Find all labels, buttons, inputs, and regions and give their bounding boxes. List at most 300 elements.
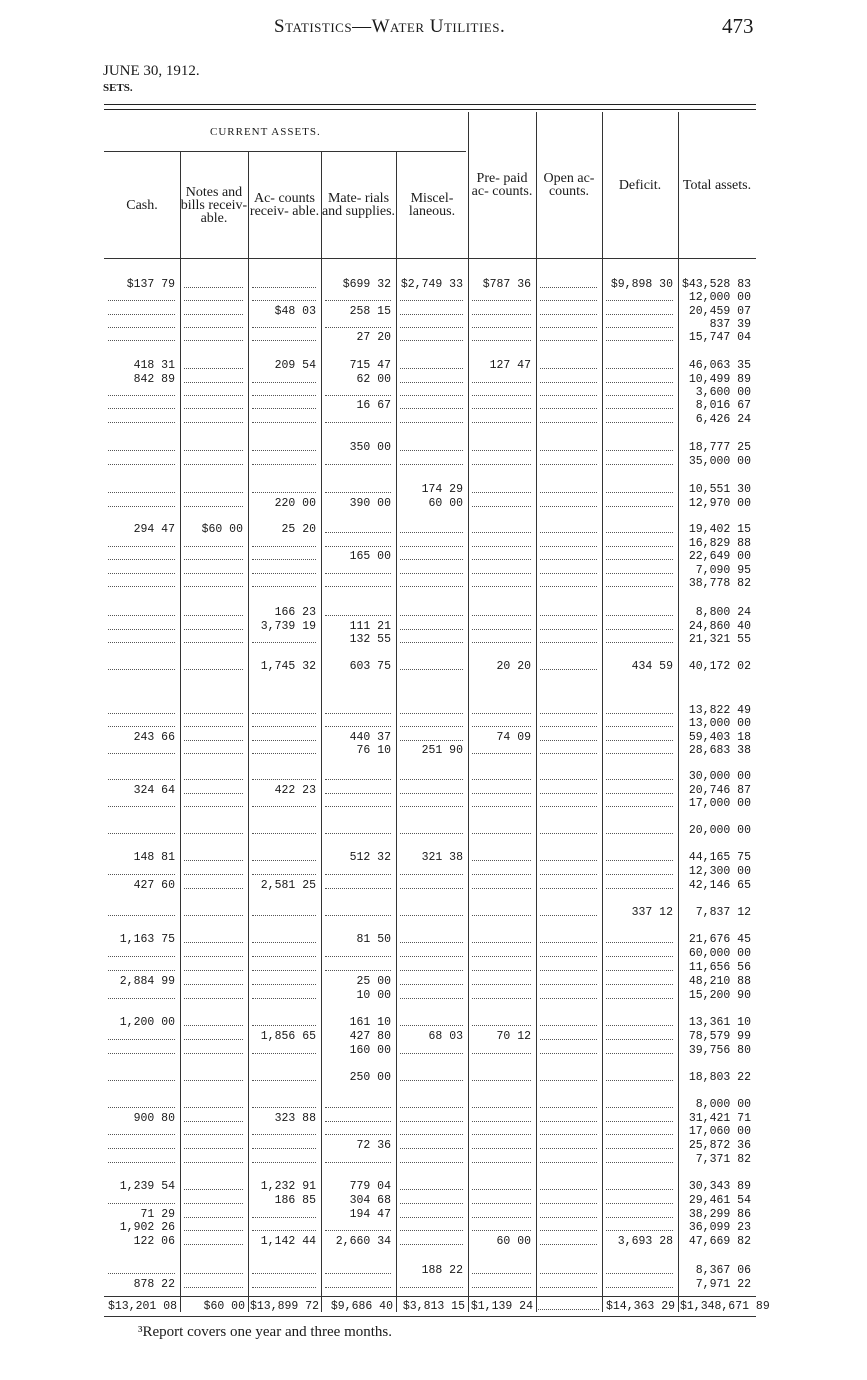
table-cell-prepaid-accounts (472, 704, 531, 714)
column-divider (678, 112, 679, 1312)
table-cell-miscellaneous (400, 577, 463, 587)
table-cell-total-assets: 60,000 00 (688, 947, 751, 960)
table-cell-notes-receivable (184, 947, 243, 957)
table-cell-deficit (606, 879, 673, 889)
table-cell-notes-receivable (184, 441, 243, 451)
table-cell-materials-supplies (325, 564, 391, 574)
table-cell-cash (108, 1071, 175, 1081)
table-cell-materials-supplies (325, 704, 391, 714)
table-cell-accounts-receivable (252, 797, 316, 807)
table-cell-total-assets: 837 39 (709, 318, 751, 331)
table-cell-cash (108, 331, 175, 341)
table-cell-prepaid-accounts: 127 47 (489, 359, 531, 372)
table-cell-cash (108, 483, 175, 493)
table-cell-notes-receivable (184, 906, 243, 916)
table-cell-deficit (606, 961, 673, 971)
table-cell-materials-supplies (325, 523, 391, 533)
table-cell-accounts-receivable: 422 23 (274, 784, 316, 797)
table-cell-notes-receivable (184, 989, 243, 999)
table-cell-notes-receivable (184, 879, 243, 889)
table-cell-notes-receivable (184, 550, 243, 560)
table-cell-cash (108, 947, 175, 957)
table-cell-deficit: $9,898 30 (610, 278, 673, 291)
table-cell-accounts-receivable: 209 54 (274, 359, 316, 372)
table-cell-miscellaneous: 68 03 (428, 1030, 463, 1043)
table-cell-accounts-receivable (252, 770, 316, 780)
table-cell-cash (108, 606, 175, 616)
table-cell-accounts-receivable: 2,581 25 (260, 879, 316, 892)
table-cell-notes-receivable (184, 1071, 243, 1081)
table-cell-materials-supplies (325, 1153, 391, 1163)
table-cell-prepaid-accounts (472, 770, 531, 780)
table-cell-miscellaneous (400, 879, 463, 889)
table-cell-open-accounts (540, 1208, 597, 1218)
table-cell-total-assets: 17,000 00 (688, 797, 751, 810)
table-cell-accounts-receivable (252, 947, 316, 957)
column-divider (602, 112, 603, 1312)
table-cell-cash: 71 29 (140, 1208, 175, 1221)
table-cell-accounts-receivable (252, 441, 316, 451)
table-cell-open-accounts (540, 975, 597, 985)
column-header-deficit: Deficit. (618, 177, 662, 193)
table-cell-total-assets: 28,683 38 (688, 744, 751, 757)
table-cell-open-accounts (540, 359, 597, 369)
table-cell-miscellaneous (400, 455, 463, 465)
table-cell-notes-receivable (184, 784, 243, 794)
table-cell-miscellaneous (400, 1180, 463, 1190)
table-cell-prepaid-accounts (472, 1125, 531, 1135)
table-cell-accounts-receivable: 220 00 (274, 497, 316, 510)
table-cell-total-assets: 13,000 00 (688, 717, 751, 730)
table-cell-deficit (606, 865, 673, 875)
table-cell-accounts-receivable (252, 399, 316, 409)
table-cell-accounts-receivable: 1,745 32 (260, 660, 316, 673)
table-cell-accounts-receivable (252, 824, 316, 834)
table-cell-deficit: 337 12 (631, 906, 673, 919)
table-cell-notes-receivable (184, 1139, 243, 1149)
table-cell-materials-supplies: $699 32 (342, 278, 391, 291)
table-cell-cash: 1,163 75 (119, 933, 175, 946)
table-cell-notes-receivable (184, 1180, 243, 1190)
table-cell-cash: 842 89 (133, 373, 175, 386)
table-cell-miscellaneous (400, 1125, 463, 1135)
table-cell-open-accounts (540, 1016, 597, 1026)
column-header-cash: Cash. (126, 197, 158, 213)
table-cell-open-accounts (540, 386, 597, 396)
table-cell-prepaid-accounts (472, 784, 531, 794)
table-cell-deficit (606, 577, 673, 587)
table-cell-notes-receivable (184, 744, 243, 754)
table-cell-miscellaneous: 321 38 (421, 851, 463, 864)
table-cell-notes-receivable (184, 497, 243, 507)
table-cell-accounts-receivable (252, 906, 316, 916)
table-cell-miscellaneous: 188 22 (421, 1264, 463, 1277)
table-cell-cash (108, 704, 175, 714)
table-cell-open-accounts (540, 1098, 597, 1108)
table-cell-accounts-receivable (252, 413, 316, 423)
table-cell-open-accounts (540, 797, 597, 807)
table-cell-materials-supplies (325, 947, 391, 957)
table-cell-deficit (606, 1098, 673, 1108)
table-cell-cash (108, 441, 175, 451)
table-cell-cash (108, 961, 175, 971)
table-cell-notes-receivable (184, 305, 243, 315)
table-cell-materials-supplies (325, 318, 391, 328)
table-cell-total-assets: 8,000 00 (695, 1098, 751, 1111)
table-cell-deficit (606, 1208, 673, 1218)
table-cell-open-accounts (540, 731, 597, 741)
table-cell-open-accounts (540, 633, 597, 643)
table-cell-deficit (606, 1125, 673, 1135)
table-cell-cash (108, 989, 175, 999)
table-cell-deficit (606, 441, 673, 451)
table-cell-open-accounts (540, 441, 597, 451)
table-cell-miscellaneous (400, 1208, 463, 1218)
table-cell-materials-supplies: 160 00 (349, 1044, 391, 1057)
table-cell-prepaid-accounts: 20 20 (496, 660, 531, 673)
table-cell-notes-receivable (184, 564, 243, 574)
table-cell-prepaid-accounts (472, 1071, 531, 1081)
footnote: ³Report covers one year and three months. (138, 1324, 392, 1340)
table-cell-prepaid-accounts (472, 413, 531, 423)
table-cell-total-assets: 10,499 89 (688, 373, 751, 386)
table-cell-deficit (606, 989, 673, 999)
table-cell-accounts-receivable (252, 331, 316, 341)
totals-cell-prepaid-accounts: $1,139 24 (470, 1300, 533, 1313)
header-rule (104, 258, 756, 259)
table-cell-total-assets: 17,060 00 (688, 1125, 751, 1138)
column-divider (536, 112, 537, 1312)
table-cell-total-assets: 48,210 88 (688, 975, 751, 988)
table-cell-materials-supplies: 81 50 (356, 933, 391, 946)
table-cell-open-accounts (540, 989, 597, 999)
table-cell-notes-receivable (184, 1194, 243, 1204)
table-cell-deficit (606, 1112, 673, 1122)
table-cell-prepaid-accounts (472, 455, 531, 465)
table-cell-materials-supplies: 304 68 (349, 1194, 391, 1207)
table-cell-accounts-receivable (252, 1139, 316, 1149)
table-cell-cash (108, 291, 175, 301)
table-cell-cash (108, 770, 175, 780)
table-cell-deficit (606, 483, 673, 493)
table-cell-prepaid-accounts (472, 331, 531, 341)
table-cell-prepaid-accounts: 74 09 (496, 731, 531, 744)
table-cell-notes-receivable (184, 975, 243, 985)
table-cell-prepaid-accounts (472, 1044, 531, 1054)
table-cell-miscellaneous (400, 1016, 463, 1026)
table-cell-cash (108, 386, 175, 396)
table-cell-open-accounts (540, 1030, 597, 1040)
table-cell-miscellaneous: $2,749 33 (400, 278, 463, 291)
table-cell-cash: $137 79 (126, 278, 175, 291)
table-cell-miscellaneous (400, 660, 463, 670)
table-cell-accounts-receivable (252, 455, 316, 465)
table-cell-deficit (606, 1153, 673, 1163)
table-cell-total-assets: 12,000 00 (688, 291, 751, 304)
table-cell-miscellaneous (400, 933, 463, 943)
table-cell-accounts-receivable (252, 537, 316, 547)
column-divider (180, 152, 181, 1312)
table-cell-materials-supplies (325, 717, 391, 727)
table-cell-prepaid-accounts (472, 797, 531, 807)
table-cell-cash: 1,200 00 (119, 1016, 175, 1029)
table-cell-prepaid-accounts (472, 1098, 531, 1108)
table-cell-notes-receivable (184, 399, 243, 409)
table-cell-materials-supplies: 161 10 (349, 1016, 391, 1029)
table-cell-prepaid-accounts (472, 441, 531, 451)
table-cell-open-accounts (540, 1264, 597, 1274)
table-cell-cash (108, 413, 175, 423)
table-cell-accounts-receivable (252, 744, 316, 754)
totals-cell-deficit: $14,363 29 (605, 1300, 675, 1313)
table-cell-cash: 1,239 54 (119, 1180, 175, 1193)
table-cell-miscellaneous (400, 784, 463, 794)
table-cell-miscellaneous (400, 824, 463, 834)
table-cell-miscellaneous: 60 00 (428, 497, 463, 510)
table-cell-total-assets: 25,872 36 (688, 1139, 751, 1152)
table-cell-accounts-receivable: 186 85 (274, 1194, 316, 1207)
table-cell-materials-supplies (325, 784, 391, 794)
table-cell-total-assets: 8,800 24 (695, 606, 751, 619)
bottom-rule (104, 1316, 756, 1317)
table-cell-accounts-receivable (252, 1153, 316, 1163)
table-cell-open-accounts (540, 1112, 597, 1122)
totals-cell-cash: $13,201 08 (107, 1300, 177, 1313)
table-cell-deficit (606, 770, 673, 780)
table-cell-deficit (606, 717, 673, 727)
table-cell-total-assets: 44,165 75 (688, 851, 751, 864)
column-header-prepaid-accounts: Pre- paid ac- counts. (471, 171, 533, 199)
table-cell-notes-receivable (184, 865, 243, 875)
table-cell-open-accounts (540, 1278, 597, 1288)
table-cell-deficit (606, 933, 673, 943)
table-cell-total-assets: 21,676 45 (688, 933, 751, 946)
table-cell-accounts-receivable (252, 1098, 316, 1108)
table-cell-cash (108, 305, 175, 315)
table-cell-miscellaneous (400, 399, 463, 409)
table-cell-notes-receivable (184, 606, 243, 616)
table-cell-prepaid-accounts (472, 961, 531, 971)
table-cell-open-accounts (540, 784, 597, 794)
table-cell-cash (108, 318, 175, 328)
table-cell-cash (108, 564, 175, 574)
table-cell-accounts-receivable (252, 1221, 316, 1231)
table-cell-deficit (606, 1180, 673, 1190)
table-cell-prepaid-accounts (472, 744, 531, 754)
table-cell-miscellaneous (400, 1071, 463, 1081)
table-cell-materials-supplies: 512 32 (349, 851, 391, 864)
table-cell-notes-receivable (184, 413, 243, 423)
table-cell-prepaid-accounts (472, 620, 531, 630)
table-cell-materials-supplies (325, 386, 391, 396)
table-cell-materials-supplies (325, 537, 391, 547)
table-cell-notes-receivable (184, 1016, 243, 1026)
table-cell-deficit (606, 291, 673, 301)
table-cell-open-accounts (540, 1044, 597, 1054)
table-cell-total-assets: 19,402 15 (688, 523, 751, 536)
table-cell-miscellaneous (400, 606, 463, 616)
table-cell-total-assets: 7,971 22 (695, 1278, 751, 1291)
table-cell-notes-receivable (184, 660, 243, 670)
table-cell-cash: 324 64 (133, 784, 175, 797)
totals-cell-total-assets: $1,348,671 89 (680, 1300, 770, 1313)
table-cell-open-accounts (540, 564, 597, 574)
table-cell-notes-receivable (184, 1221, 243, 1231)
table-cell-miscellaneous (400, 989, 463, 999)
table-cell-open-accounts (540, 906, 597, 916)
table-cell-prepaid-accounts (472, 373, 531, 383)
table-cell-prepaid-accounts (472, 1112, 531, 1122)
table-cell-prepaid-accounts (472, 1208, 531, 1218)
table-cell-miscellaneous (400, 318, 463, 328)
table-cell-cash (108, 906, 175, 916)
table-cell-materials-supplies: 250 00 (349, 1071, 391, 1084)
table-cell-accounts-receivable (252, 291, 316, 301)
table-cell-miscellaneous (400, 550, 463, 560)
table-cell-materials-supplies (325, 1125, 391, 1135)
table-cell-open-accounts (540, 770, 597, 780)
table-cell-prepaid-accounts (472, 523, 531, 533)
table-cell-total-assets: 20,000 00 (688, 824, 751, 837)
table-cell-prepaid-accounts (472, 633, 531, 643)
table-cell-cash (108, 1194, 175, 1204)
table-cell-miscellaneous (400, 331, 463, 341)
table-cell-materials-supplies: 715 47 (349, 359, 391, 372)
table-cell-total-assets: 36,099 23 (688, 1221, 751, 1234)
table-cell-cash (108, 399, 175, 409)
table-cell-miscellaneous (400, 961, 463, 971)
table-cell-materials-supplies: 25 00 (356, 975, 391, 988)
table-cell-materials-supplies (325, 1098, 391, 1108)
table-cell-miscellaneous (400, 413, 463, 423)
table-cell-cash (108, 537, 175, 547)
table-cell-deficit (606, 851, 673, 861)
table-cell-accounts-receivable: $48 03 (274, 305, 316, 318)
table-cell-materials-supplies: 27 20 (356, 331, 391, 344)
table-cell-miscellaneous (400, 564, 463, 574)
table-cell-deficit (606, 537, 673, 547)
table-cell-materials-supplies (325, 413, 391, 423)
table-cell-miscellaneous (400, 620, 463, 630)
page-number: 473 (722, 14, 754, 38)
table-cell-miscellaneous (400, 1278, 463, 1288)
table-cell-deficit (606, 399, 673, 409)
table-cell-materials-supplies (325, 797, 391, 807)
table-cell-accounts-receivable: 323 88 (274, 1112, 316, 1125)
table-cell-total-assets: 3,600 00 (695, 386, 751, 399)
table-cell-total-assets: 30,000 00 (688, 770, 751, 783)
table-cell-prepaid-accounts (472, 386, 531, 396)
table-cell-open-accounts (540, 744, 597, 754)
table-cell-open-accounts (540, 1221, 597, 1231)
table-cell-accounts-receivable: 25 20 (281, 523, 316, 536)
table-cell-prepaid-accounts (472, 1139, 531, 1149)
table-cell-miscellaneous (400, 1235, 463, 1245)
table-cell-accounts-receivable (252, 989, 316, 999)
table-cell-materials-supplies: 440 37 (349, 731, 391, 744)
table-cell-deficit (606, 975, 673, 985)
table-cell-prepaid-accounts (472, 537, 531, 547)
table-cell-accounts-receivable (252, 1125, 316, 1135)
table-cell-materials-supplies: 132 55 (349, 633, 391, 646)
table-cell-materials-supplies (325, 865, 391, 875)
table-cell-materials-supplies: 76 10 (356, 744, 391, 757)
report-date: JUNE 30, 1912. (103, 63, 200, 79)
table-cell-notes-receivable (184, 1125, 243, 1135)
table-cell-notes-receivable (184, 1153, 243, 1163)
table-cell-prepaid-accounts (472, 989, 531, 999)
totals-cell-miscellaneous: $3,813 15 (402, 1300, 465, 1313)
table-cell-accounts-receivable (252, 1016, 316, 1026)
table-cell-prepaid-accounts (472, 318, 531, 328)
table-cell-cash: 427 60 (133, 879, 175, 892)
table-cell-prepaid-accounts (472, 577, 531, 587)
table-cell-accounts-receivable: 1,232 91 (260, 1180, 316, 1193)
table-cell-notes-receivable (184, 620, 243, 630)
table-cell-prepaid-accounts (472, 550, 531, 560)
table-cell-materials-supplies (325, 1112, 391, 1122)
table-cell-cash: 2,884 99 (119, 975, 175, 988)
table-cell-miscellaneous (400, 770, 463, 780)
table-cell-materials-supplies: 194 47 (349, 1208, 391, 1221)
table-cell-cash (108, 620, 175, 630)
table-cell-prepaid-accounts (472, 865, 531, 875)
table-cell-total-assets: 38,299 86 (688, 1208, 751, 1221)
top-rule-2 (104, 109, 756, 110)
table-cell-notes-receivable (184, 1208, 243, 1218)
table-cell-notes-receivable (184, 704, 243, 714)
table-cell-deficit (606, 704, 673, 714)
table-cell-materials-supplies (325, 577, 391, 587)
table-cell-open-accounts (540, 523, 597, 533)
table-cell-prepaid-accounts (472, 564, 531, 574)
table-cell-notes-receivable (184, 731, 243, 741)
table-cell-deficit (606, 1139, 673, 1149)
table-cell-notes-receivable (184, 770, 243, 780)
table-cell-prepaid-accounts (472, 1180, 531, 1190)
table-cell-deficit (606, 1016, 673, 1026)
table-cell-open-accounts (540, 497, 597, 507)
table-cell-total-assets: 18,777 25 (688, 441, 751, 454)
table-cell-deficit (606, 413, 673, 423)
table-cell-prepaid-accounts (472, 975, 531, 985)
table-cell-accounts-receivable (252, 386, 316, 396)
table-cell-deficit (606, 1194, 673, 1204)
table-cell-deficit (606, 784, 673, 794)
table-cell-accounts-receivable (252, 1278, 316, 1288)
table-cell-miscellaneous (400, 975, 463, 985)
table-cell-cash (108, 1044, 175, 1054)
table-cell-total-assets: 38,778 82 (688, 577, 751, 590)
table-cell-materials-supplies (325, 879, 391, 889)
table-cell-prepaid-accounts (472, 497, 531, 507)
table-cell-prepaid-accounts: 70 12 (496, 1030, 531, 1043)
table-cell-deficit (606, 606, 673, 616)
table-cell-prepaid-accounts (472, 291, 531, 301)
table-cell-accounts-receivable (252, 975, 316, 985)
table-cell-deficit (606, 1278, 673, 1288)
table-cell-materials-supplies: 427 80 (349, 1030, 391, 1043)
table-cell-cash (108, 1098, 175, 1108)
table-cell-miscellaneous (400, 373, 463, 383)
table-cell-open-accounts (540, 455, 597, 465)
table-cell-miscellaneous (400, 1098, 463, 1108)
table-cell-open-accounts (540, 483, 597, 493)
table-cell-accounts-receivable (252, 550, 316, 560)
table-cell-notes-receivable (184, 1112, 243, 1122)
table-cell-miscellaneous (400, 1139, 463, 1149)
table-cell-total-assets: 12,300 00 (688, 865, 751, 878)
